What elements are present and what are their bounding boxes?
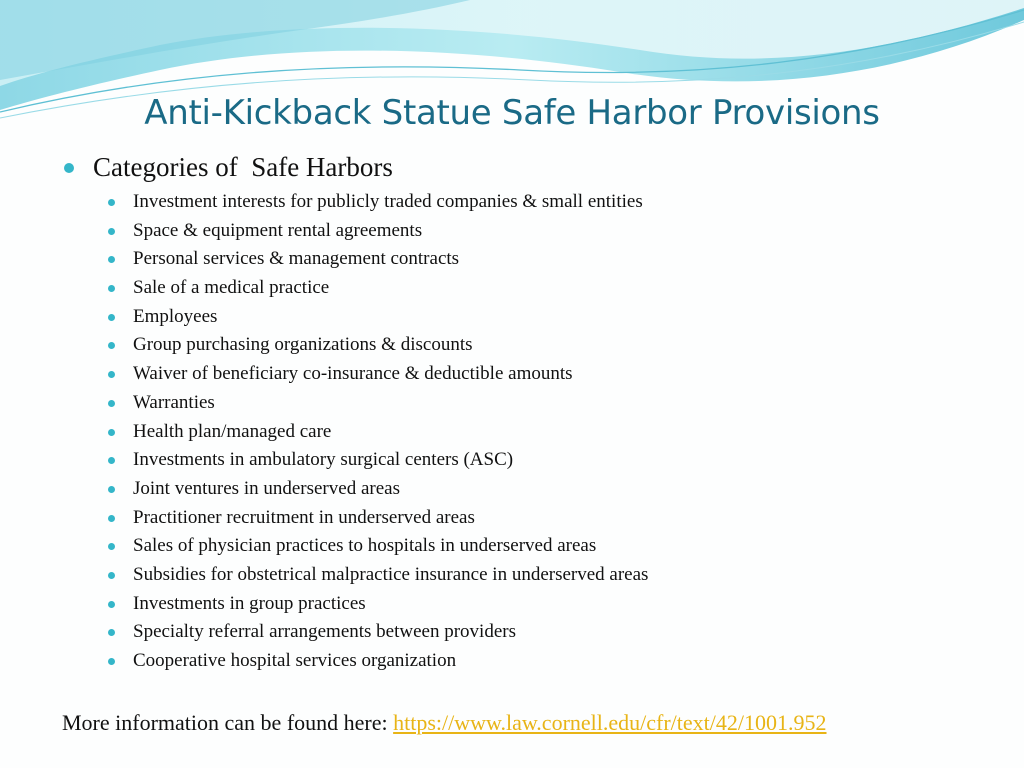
bullet-icon	[108, 601, 115, 608]
list-item	[133, 418, 1024, 447]
list-item-text: Warranties	[133, 391, 215, 413]
list-item-text: Waiver of beneficiary co-insurance & deductible amounts	[133, 363, 573, 385]
bullet-icon	[108, 543, 115, 550]
list-item-text: Specialty referral arrangements between providers	[133, 621, 516, 643]
safe-harbor-list	[0, 188, 1024, 676]
footer-info	[62, 710, 827, 736]
bullet-icon	[108, 228, 115, 235]
list-item	[133, 188, 1024, 217]
list-item-text: Group purchasing organizations & discounts	[133, 334, 473, 356]
list-item	[133, 245, 1024, 274]
bullet-icon	[108, 285, 115, 292]
category-heading-text: Categories of Safe Harbors	[93, 152, 393, 182]
list-item	[133, 274, 1024, 303]
list-item-text: Sales of physician practices to hospitals in underserved areas	[133, 535, 597, 557]
footer-text: More information can be found here:	[62, 710, 394, 735]
bullet-icon	[108, 572, 115, 579]
bullet-icon	[108, 629, 115, 636]
bullet-icon	[108, 371, 115, 378]
bullet-icon	[108, 658, 115, 665]
list-item-text: Personal services & management contracts	[133, 248, 460, 270]
list-item	[133, 446, 1024, 475]
list-item	[133, 331, 1024, 360]
bullet-icon	[108, 314, 115, 321]
list-item-text: Practitioner recruitment in underserved areas	[133, 506, 475, 528]
list-item	[133, 590, 1024, 619]
bullet-icon	[108, 400, 115, 407]
list-item	[133, 475, 1024, 504]
bullet-icon	[108, 342, 115, 349]
bullet-icon	[64, 163, 74, 173]
list-item	[133, 647, 1024, 676]
list-item	[133, 360, 1024, 389]
list-item	[133, 504, 1024, 533]
list-item-text: Sale of a medical practice	[133, 277, 330, 299]
list-item-text: Subsidies for obstetrical malpractice insurance in underserved areas	[133, 563, 649, 585]
list-item	[133, 217, 1024, 246]
category-heading	[93, 150, 1024, 184]
list-item	[133, 532, 1024, 561]
bullet-icon	[108, 199, 115, 206]
bullet-icon	[108, 486, 115, 493]
list-item-text: Investments in group practices	[133, 592, 366, 614]
list-item-text: Investments in ambulatory surgical centers (ASC)	[133, 449, 514, 471]
bullet-icon	[108, 429, 115, 436]
bullet-icon	[108, 256, 115, 263]
slide-title: Anti-Kickback Statue Safe Harbor Provisions	[144, 93, 880, 133]
list-item	[133, 561, 1024, 590]
bullet-icon	[108, 457, 115, 464]
list-item-text: Employees	[133, 305, 218, 327]
cornell-law-link[interactable]: https://www.law.cornell.edu/cfr/text/42/1001.952	[393, 710, 827, 735]
list-item	[133, 389, 1024, 418]
list-item-text: Health plan/managed care	[133, 420, 332, 442]
list-item-text: Cooperative hospital services organization	[133, 650, 457, 671]
list-item-text: Space & equipment rental agreements	[133, 219, 423, 241]
list-item	[133, 618, 1024, 647]
bullet-icon	[108, 515, 115, 522]
slide-content	[0, 150, 1024, 676]
list-item-text: Investment interests for publicly traded companies & small entities	[133, 191, 643, 212]
list-item	[133, 303, 1024, 332]
list-item-text: Joint ventures in underserved areas	[133, 477, 400, 499]
